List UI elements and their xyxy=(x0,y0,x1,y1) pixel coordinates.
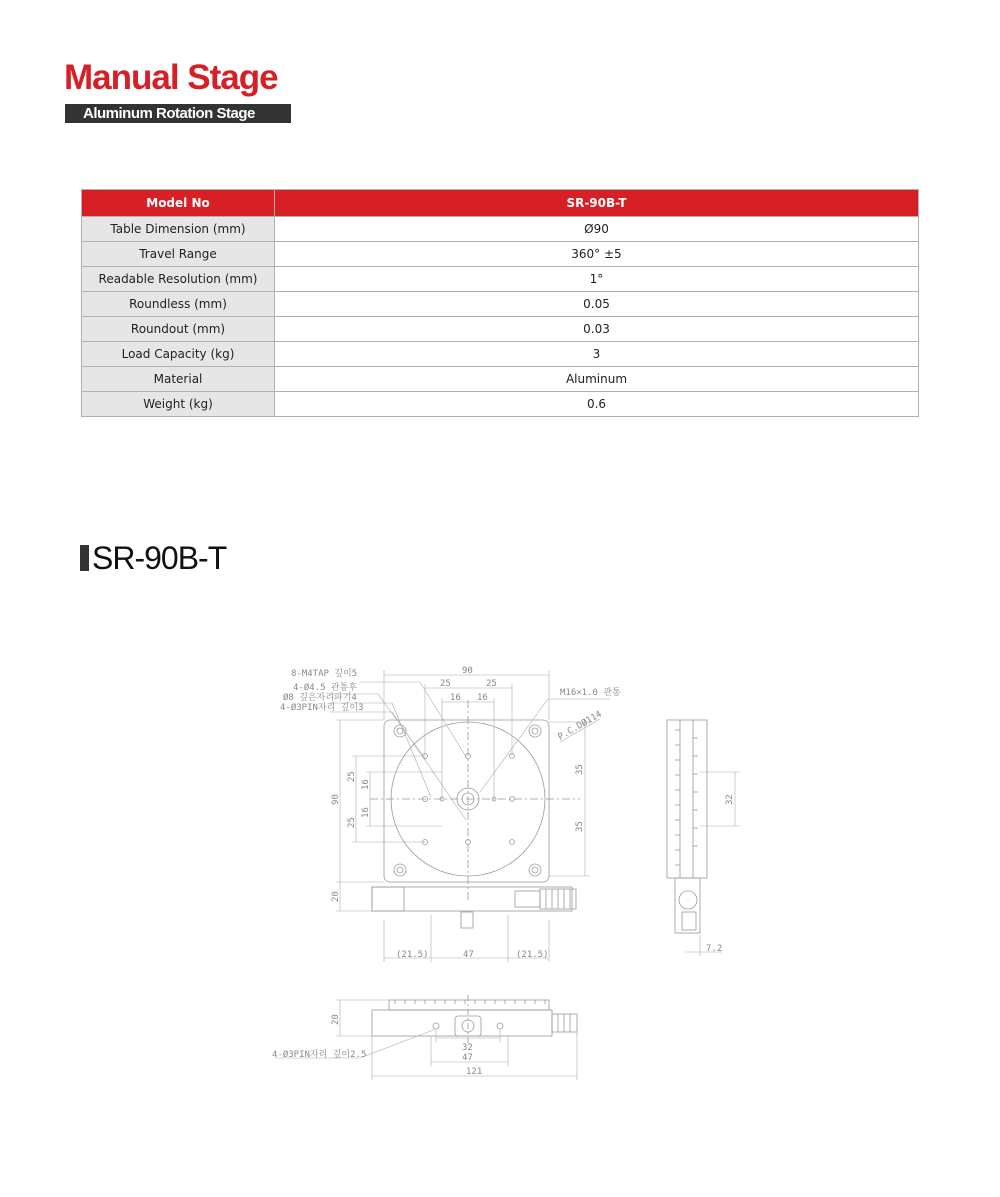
corner-hole xyxy=(532,867,538,873)
dim-90-left: 90 xyxy=(331,794,341,805)
side-view xyxy=(667,720,740,956)
corner-hole xyxy=(394,864,406,876)
micrometer-body xyxy=(372,887,572,911)
corner-hole xyxy=(529,864,541,876)
top-view-labels xyxy=(280,666,621,960)
callout-pcd: P.C.DØ114 xyxy=(556,709,604,743)
clamp-knob xyxy=(372,887,404,911)
spec-value: 1° xyxy=(275,267,919,292)
dim-25-v-top: 25 xyxy=(347,771,357,782)
spec-label: Weight (kg) xyxy=(82,392,275,417)
callout-pin-side: 4-Ø3PIN자리 깊이2.5 xyxy=(272,1050,367,1060)
dim-121: 121 xyxy=(466,1067,483,1077)
front-pin-hole xyxy=(497,1023,503,1029)
callout-tap: 8-M4TAP 깊이5 xyxy=(291,669,358,679)
dim-25-right: 25 xyxy=(486,679,497,689)
spec-value: 0.05 xyxy=(275,292,919,317)
spec-label: Load Capacity (kg) xyxy=(82,342,275,367)
page-title: Manual Stage xyxy=(64,58,278,97)
callout-center: M16×1.0 관통 xyxy=(560,688,621,698)
side-body xyxy=(667,720,707,878)
front-view-dimensions xyxy=(275,1000,577,1080)
spec-label: Travel Range xyxy=(82,242,275,267)
dim-32-side: 32 xyxy=(725,794,735,805)
spec-value: 0.6 xyxy=(275,392,919,417)
spec-value: Ø90 xyxy=(275,217,919,242)
spec-label: Roundout (mm) xyxy=(82,317,275,342)
top-view xyxy=(370,700,580,928)
spec-value: 0.03 xyxy=(275,317,919,342)
spec-label: Material xyxy=(82,367,275,392)
lock-screw xyxy=(461,912,473,928)
side-knob xyxy=(679,891,697,909)
callout-pin: 4-Ø3PIN자리 깊이3 xyxy=(280,703,364,713)
dim-20-bottom: 20 xyxy=(331,1014,341,1025)
dim-16-right: 16 xyxy=(477,693,488,703)
front-body xyxy=(372,1010,552,1036)
dim-21-5-left: (21.5) xyxy=(396,950,429,960)
dim-7-2: 7.2 xyxy=(706,944,723,954)
dim-16-left: 16 xyxy=(450,693,461,703)
dim-47-bottom: 47 xyxy=(462,1053,473,1063)
dim-25-v-bot: 25 xyxy=(347,817,357,828)
dim-47: 47 xyxy=(463,950,474,960)
dim-32-bottom: 32 xyxy=(462,1043,473,1053)
side-lock-screw xyxy=(682,912,696,930)
section-title: SR-90B-T xyxy=(92,539,227,576)
tap-hole xyxy=(510,840,515,845)
dim-16-v-top: 16 xyxy=(361,779,371,790)
corner-hole xyxy=(394,725,406,737)
stage-base-outline xyxy=(384,720,549,882)
top-view-dimensions xyxy=(330,670,610,962)
spec-value: 3 xyxy=(275,342,919,367)
front-view xyxy=(372,995,577,1045)
dim-90-top: 90 xyxy=(462,666,473,676)
spec-label: Readable Resolution (mm) xyxy=(82,267,275,292)
front-thimble xyxy=(552,1014,577,1032)
dim-16-v-bot: 16 xyxy=(361,807,371,818)
spec-label: Table Dimension (mm) xyxy=(82,217,275,242)
corner-hole xyxy=(397,867,403,873)
corner-hole xyxy=(529,725,541,737)
dim-35-bot: 35 xyxy=(575,821,585,832)
dim-21-5-right: (21.5) xyxy=(516,950,549,960)
spec-value: Aluminum xyxy=(275,367,919,392)
dim-35-top: 35 xyxy=(575,764,585,775)
spec-header-label: Model No xyxy=(82,190,275,217)
callout-counterbore: Ø8 깊은자리파기4 xyxy=(283,693,357,703)
callout-hole: 4-Ø4.5 관통후 xyxy=(293,683,358,693)
micrometer-sleeve xyxy=(515,891,540,907)
dim-25-left: 25 xyxy=(440,679,451,689)
spec-value: 360° ±5 xyxy=(275,242,919,267)
spec-header-value: SR-90B-T xyxy=(275,190,919,217)
corner-hole xyxy=(397,728,403,734)
spec-label: Roundless (mm) xyxy=(82,292,275,317)
front-pin-hole xyxy=(433,1023,439,1029)
page-subtitle: Aluminum Rotation Stage xyxy=(65,104,291,123)
dim-20-left: 20 xyxy=(331,891,341,902)
corner-hole xyxy=(532,728,538,734)
